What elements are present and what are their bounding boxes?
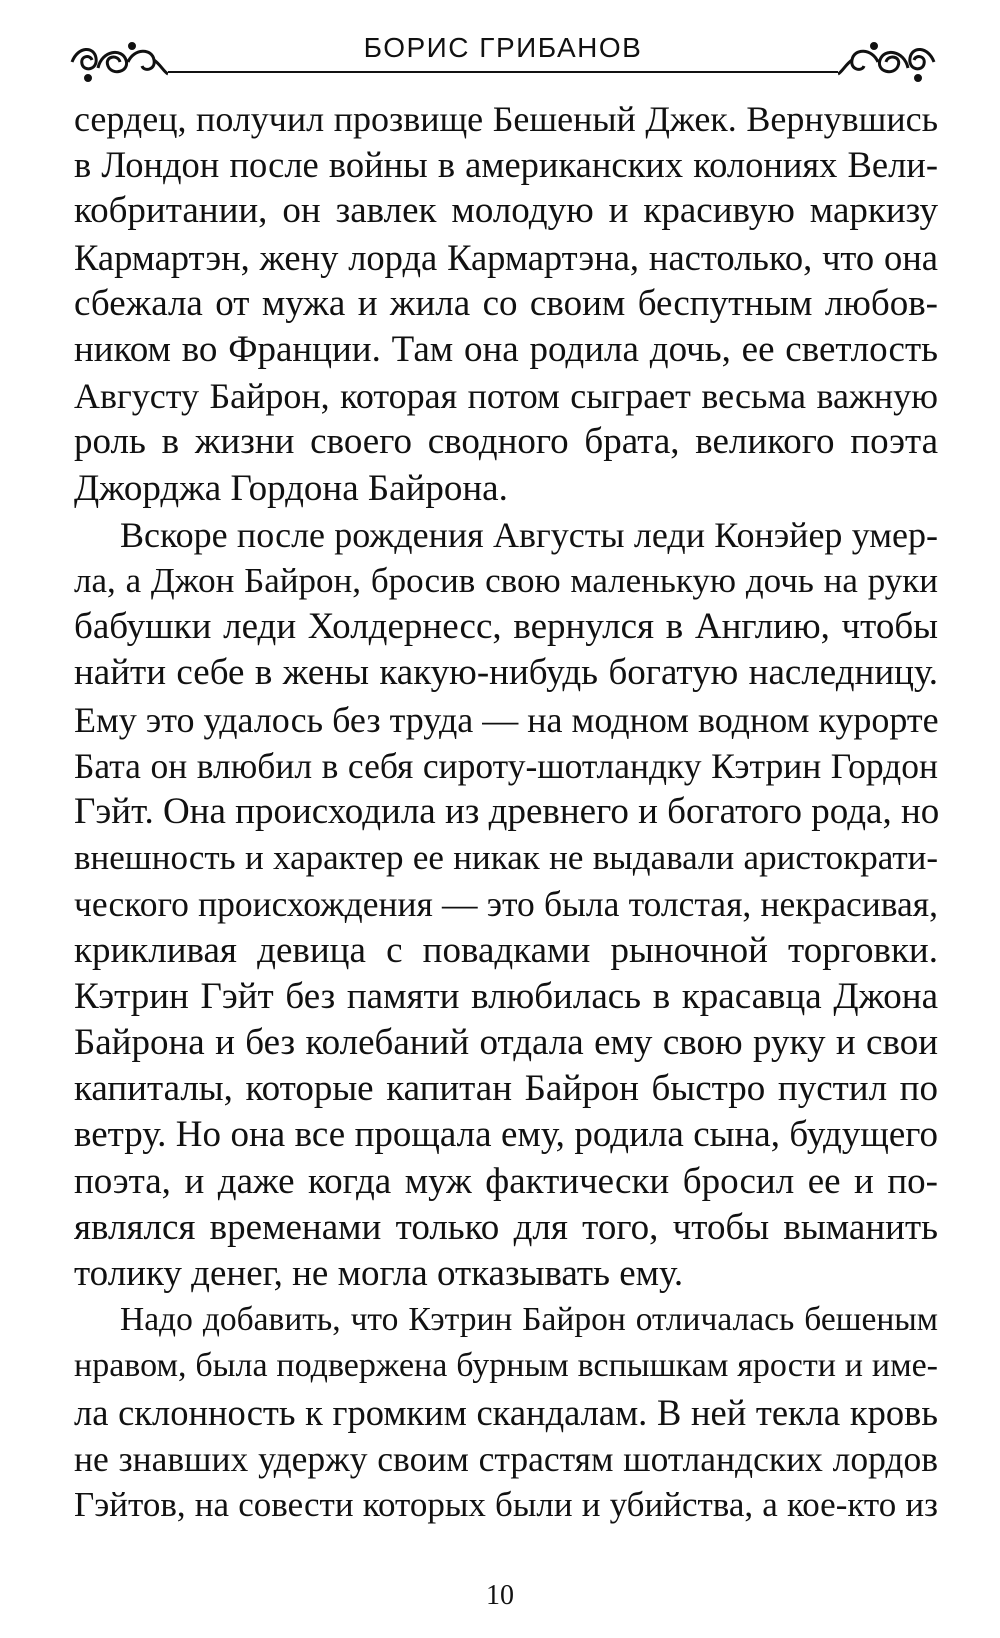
text-line: Гэйтов, на совести которых были и убийства, а кое-кто из (74, 1485, 938, 1525)
paragraph (74, 96, 938, 512)
text-line: ческого происхождения — это была толстая, некрасивая, (74, 884, 938, 925)
scroll-ornament-icon (838, 38, 938, 86)
text-line: являлся временами только для того, чтобы выманить (74, 1206, 938, 1248)
paragraph (74, 1297, 938, 1528)
text-line: ла склонность к громким скандалам. В ней текла кровь (74, 1391, 938, 1433)
text-line: Ему это удалось без труда — на модном водном курорте (74, 699, 939, 740)
text-line: ником во Франции. Там она родила дочь, ее светлость (74, 329, 938, 371)
text-line: Бата он влюбил в себя сироту-шотландку Кэтрин Гордон (74, 745, 938, 786)
running-head (68, 26, 938, 82)
paragraph (74, 512, 938, 1297)
text-line: Гэйт. Она происходила из древнего и богатого рода, но (74, 791, 940, 833)
text-line: Кэтрин Гэйт без памяти влюбилась в красавца Джона (74, 975, 938, 1017)
text-line: Байрона и без колебаний отдала ему свою руку и свои (74, 1022, 938, 1064)
text-line: нравом, была подвержена бурным вспышкам ярости и име- (74, 1347, 938, 1385)
page-number: 10 (486, 1580, 514, 1611)
text-line: толику денег, не могла отказывать ему. (74, 1253, 684, 1295)
text-line: не знавших удержу своим страстям шотландских лордов (74, 1438, 938, 1479)
text-line: роль в жизни своего сводного брата, великого поэта (74, 421, 938, 463)
text-line: найти себе в жены какую-нибудь богатую наследницу. (74, 652, 938, 694)
text-line: Джорджа Гордона Байрона. (74, 467, 508, 509)
text-line: Вскоре после рождения Августы леди Конэйер умер- (120, 514, 938, 555)
text-line: бабушки леди Холдернесс, вернулся в Англию, чтобы (74, 606, 938, 648)
header-rule (168, 71, 838, 73)
text-line: Августу Байрон, которая потом сыграет весьма важную (74, 376, 938, 417)
text-line: внешность и характер ее никак не выдавали аристократи- (74, 838, 938, 878)
running-head-author: БОРИС ГРИБАНОВ (363, 32, 643, 63)
body-text (74, 96, 938, 1528)
text-line: Надо добавить, что Кэтрин Байрон отличалась бешеным (120, 1301, 938, 1339)
text-line: поэта, и даже когда муж фактически бросил ее и по- (74, 1160, 938, 1202)
text-line: ла, а Джон Байрон, бросив свою маленькую дочь на руки (74, 561, 938, 601)
text-line: крикливая девица с повадками рыночной торговки. (74, 929, 938, 971)
text-line: Кармартэн, жену лорда Кармартэна, настолько, что она (74, 236, 938, 278)
text-line: капиталы, которые капитан Байрон быстро пустил по (74, 1068, 938, 1110)
text-line: сбежала от мужа и жила со своим беспутным любов- (74, 282, 938, 324)
text-line: сердец, получил прозвище Бешеный Джек. Вернувшись (74, 99, 938, 139)
text-line: ветру. Но она все прощала ему, родила сына, будущего (74, 1114, 938, 1156)
text-line: в Лондон после войны в американских колониях Вели- (74, 144, 938, 186)
text-line: кобритании, он завлек молодую и красивую маркизу (74, 190, 938, 232)
